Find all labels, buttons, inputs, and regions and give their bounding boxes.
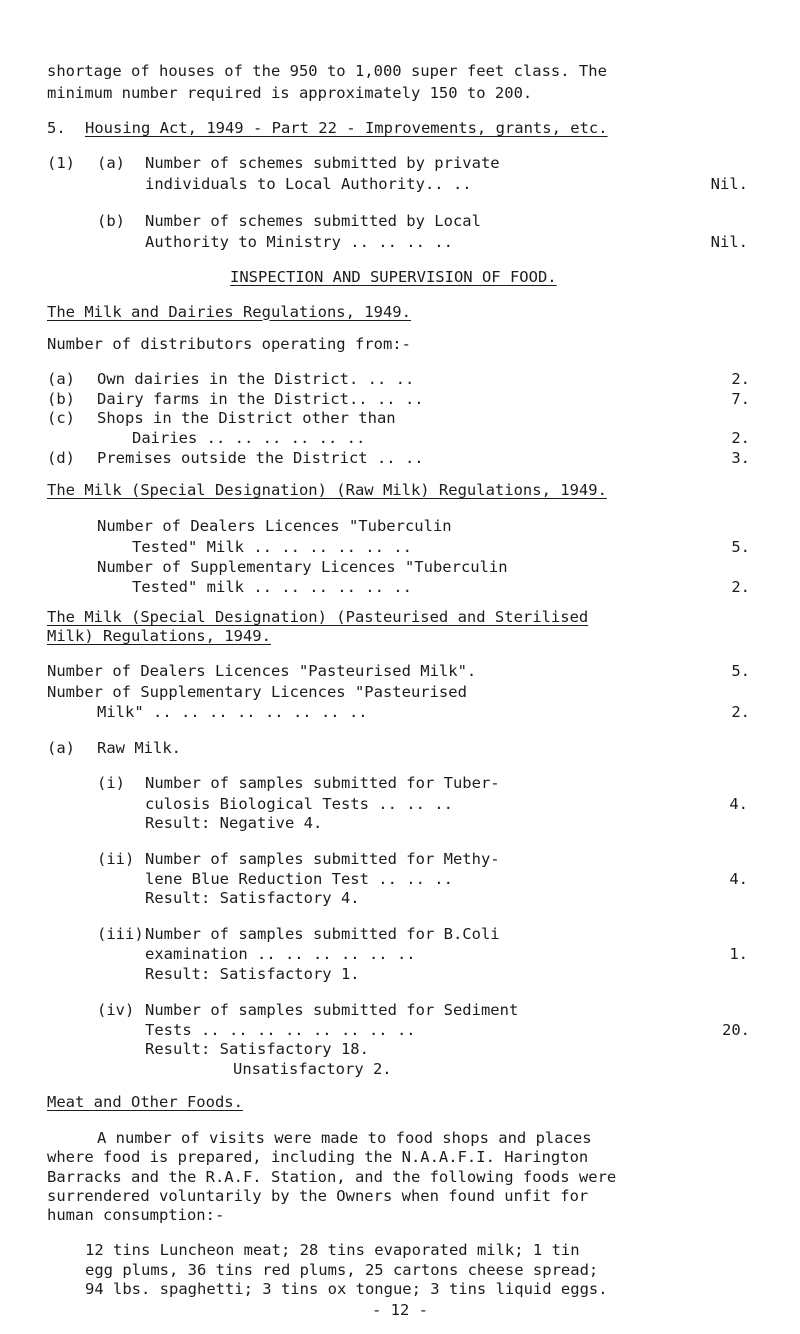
past-dealers-line: Number of Dealers Licences "Pasteurised Milk". — [47, 662, 477, 681]
raw-dealers-value: 5. — [731, 537, 750, 556]
meat-heading: Meat and Other Foods. — [47, 1093, 243, 1112]
distributor-b-label: (b) — [47, 389, 75, 408]
distributor-a-value: 2. — [731, 370, 750, 389]
sample-iii-line-2: examination .. .. .. .. .. .. — [145, 945, 416, 964]
sample-i-value: 4. — [729, 794, 748, 813]
pasteurised-heading-line-2: Milk) Regulations, 1949. — [47, 627, 271, 646]
raw-milk-heading: The Milk (Special Designation) (Raw Milk) Regulations, 1949. — [47, 481, 607, 500]
sample-iv-num: (iv) — [97, 1000, 135, 1019]
distributor-d-value: 3. — [731, 448, 750, 467]
raw-supp-line-2: Tested" milk .. .. .. .. .. .. — [132, 578, 412, 597]
intro-line-1: shortage of houses of the 950 to 1,000 super feet class. The — [47, 61, 607, 80]
raw-dealers-line-2: Tested" Milk .. .. .. .. .. .. — [132, 537, 412, 556]
sample-ii-result: Result: Satisfactory 4. — [145, 889, 360, 908]
distributor-b-text: Dairy farms in the District.. .. .. — [97, 389, 424, 408]
raw-supp-value: 2. — [731, 578, 750, 597]
sample-iv-value: 20. — [722, 1020, 750, 1039]
sample-iv-result-2: Unsatisfactory 2. — [233, 1059, 392, 1078]
raw-supp-line-1: Number of Supplementary Licences "Tuberculin — [97, 557, 508, 576]
sample-iii-num: (iii) — [97, 925, 144, 944]
foods-list-line-2: egg plums, 36 tins red plums, 25 cartons cheese spread; — [85, 1260, 599, 1279]
sample-i-line-1: Number of samples submitted for Tuber- — [145, 774, 500, 793]
distributor-a-label: (a) — [47, 370, 75, 389]
item-1b-line-1: Number of schemes submitted by Local — [145, 211, 481, 230]
item-1a-line-1: Number of schemes submitted by private — [145, 153, 500, 172]
item-1a-line-2: individuals to Local Authority.. .. — [145, 175, 472, 193]
past-dealers-value: 5. — [731, 662, 750, 681]
sample-iii-result: Result: Satisfactory 1. — [145, 964, 360, 983]
raw-milk-samples-title: Raw Milk. — [97, 738, 181, 757]
inspection-heading: INSPECTION AND SUPERVISION OF FOOD. — [230, 267, 557, 286]
sample-i-line-2: culosis Biological Tests .. .. .. — [145, 794, 453, 813]
raw-milk-samples-label: (a) — [47, 738, 75, 757]
sample-iv-line-2: Tests .. .. .. .. .. .. .. .. — [145, 1020, 416, 1039]
past-supp-value: 2. — [731, 702, 750, 721]
meat-para-line-3: Barracks and the R.A.F. Station, and the following foods were — [47, 1167, 617, 1186]
meat-para-line-2: where food is prepared, including the N.A.A.F.I. Harington — [47, 1148, 589, 1167]
foods-list-line-3: 94 lbs. spaghetti; 3 tins ox tongue; 3 tins liquid eggs. — [85, 1279, 608, 1298]
sample-iii-line-1: Number of samples submitted for B.Coli — [145, 925, 500, 944]
pasteurised-heading-line-1: The Milk (Special Designation) (Pasteurised and Sterilised — [47, 608, 589, 627]
distributor-b-value: 7. — [731, 389, 750, 408]
distributor-a-text: Own dairies in the District. .. .. — [97, 370, 415, 389]
sample-iii-value: 1. — [729, 945, 748, 964]
sample-i-result: Result: Negative 4. — [145, 813, 323, 832]
meat-para-line-1: A number of visits were made to food shops and places — [97, 1129, 592, 1148]
distributor-d-text: Premises outside the District .. .. — [97, 448, 424, 467]
past-supp-line-2: Milk" .. .. .. .. .. .. .. .. — [97, 702, 368, 721]
distributor-c-text-2: Dairies .. .. .. .. .. .. — [132, 429, 366, 448]
sample-iv-line-1: Number of samples submitted for Sediment — [145, 1000, 519, 1019]
meat-para-line-5: human consumption:- — [47, 1206, 225, 1225]
sample-ii-line-2: lene Blue Reduction Test .. .. .. — [145, 870, 453, 889]
sample-ii-line-1: Number of samples submitted for Methy- — [145, 849, 500, 868]
item-1b-line-2: Authority to Ministry .. .. .. .. — [145, 233, 453, 251]
distributor-c-value: 2. — [731, 429, 750, 448]
sample-iv-result: Result: Satisfactory 18. — [145, 1040, 369, 1059]
sample-i-num: (i) — [97, 774, 125, 793]
milk-dairies-heading: The Milk and Dairies Regulations, 1949. — [47, 302, 411, 321]
item-1a-label: (a) — [97, 153, 125, 172]
distributor-d-label: (d) — [47, 448, 75, 467]
sample-ii-num: (ii) — [97, 849, 135, 868]
page-number: - 12 - — [372, 1301, 428, 1319]
raw-dealers-line-1: Number of Dealers Licences "Tuberculin — [97, 517, 452, 536]
item-1b-value: Nil. — [710, 233, 748, 251]
past-supp-line-1: Number of Supplementary Licences "Pasteurised — [47, 682, 467, 701]
item-1a-value: Nil. — [710, 175, 748, 193]
distributors-intro: Number of distributors operating from:- — [47, 335, 411, 354]
foods-list-line-1: 12 tins Luncheon meat; 28 tins evaporated milk; 1 tin — [85, 1241, 580, 1260]
item-1-label: (1) — [47, 153, 75, 172]
intro-line-2: minimum number required is approximately 150 to 200. — [47, 84, 533, 103]
distributor-c-label: (c) — [47, 408, 75, 427]
section-number: 5. — [47, 118, 66, 137]
sample-ii-value: 4. — [729, 870, 748, 889]
meat-para-line-4: surrendered voluntarily by the Owners when found unfit for — [47, 1187, 589, 1206]
item-1b-label: (b) — [97, 211, 125, 230]
section-heading: Housing Act, 1949 - Part 22 - Improvements, grants, etc. — [85, 118, 608, 137]
distributor-c-text: Shops in the District other than — [97, 408, 396, 427]
